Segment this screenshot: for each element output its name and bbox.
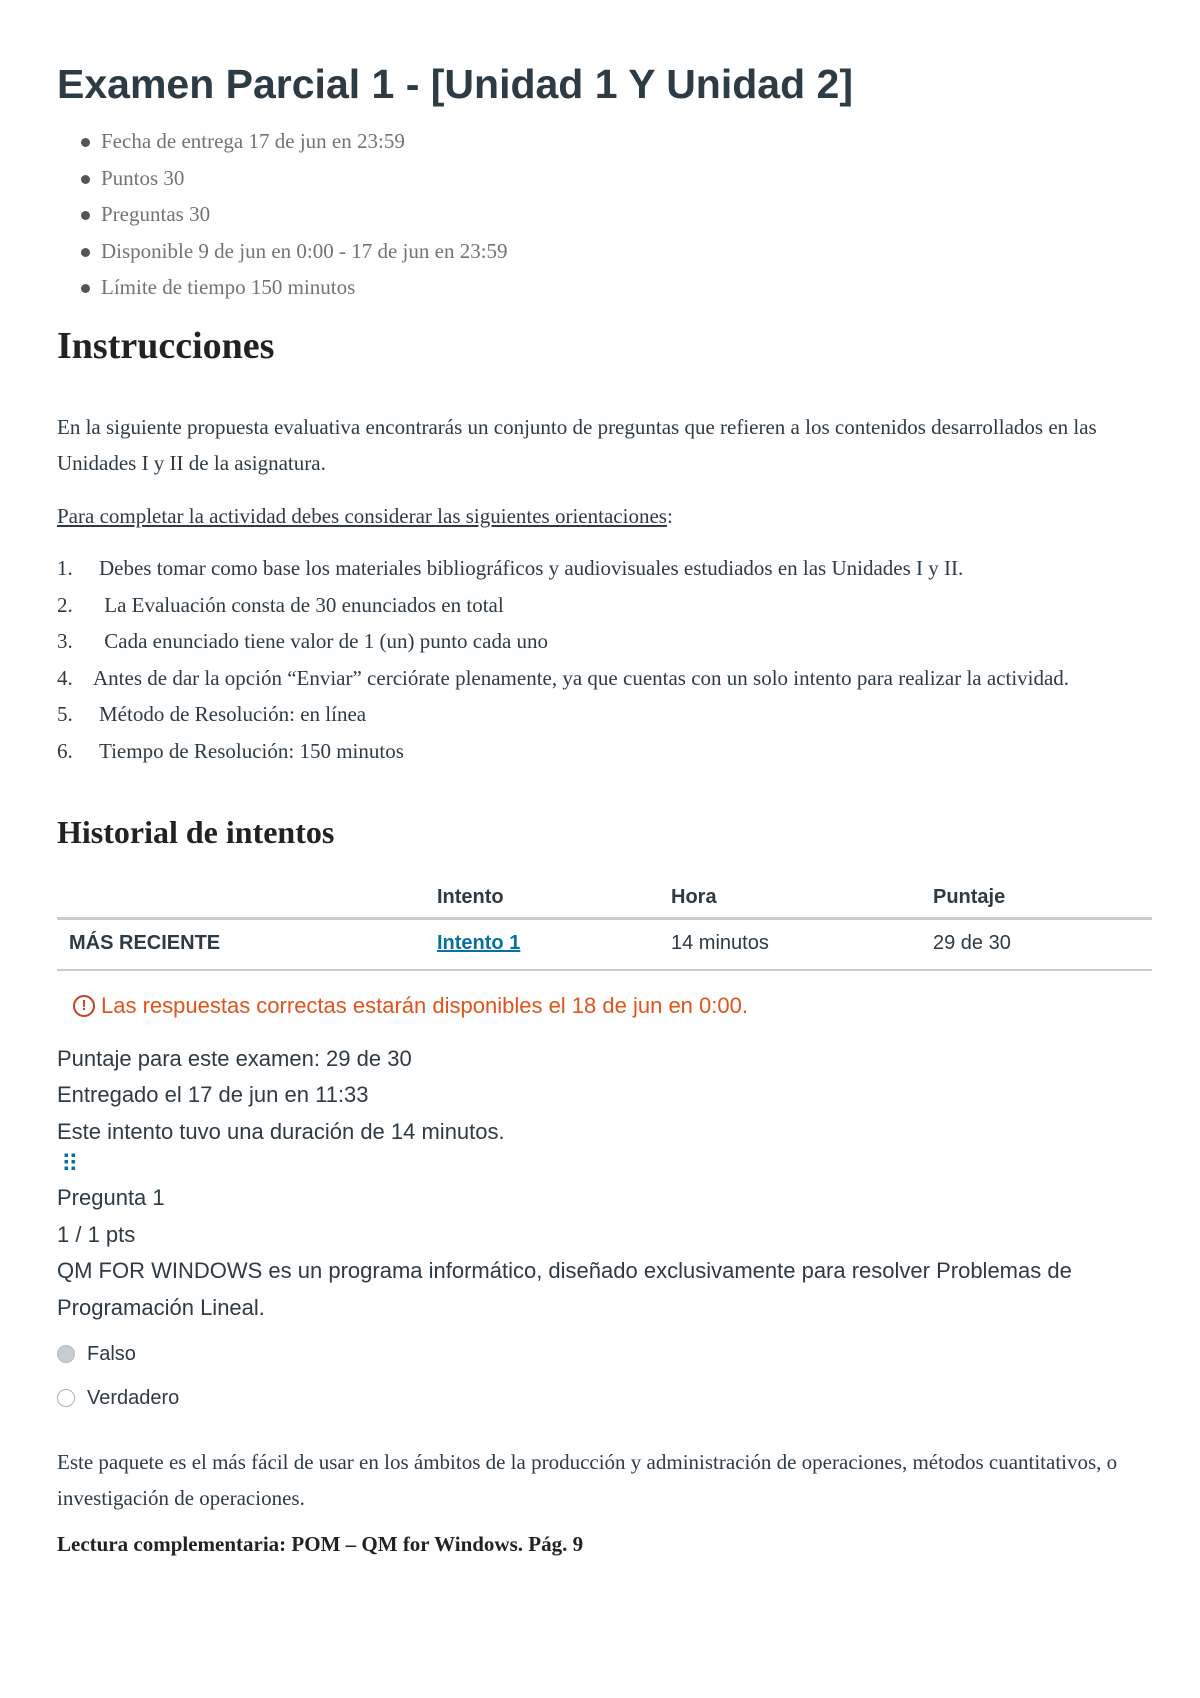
question-text: QM FOR WINDOWS es un programa informático, diseñado exclusivamente para resolver Problemas de Programación Lineal. [57, 1258, 1072, 1320]
attempt-duration: Este intento tuvo una duración de 14 minutos. [57, 1118, 505, 1144]
step-item: 3. Cada enunciado tiene valor de 1 (un) punto cada uno [57, 629, 549, 654]
quiz-page [57, 60, 1152, 1557]
orientation-colon: : [666, 504, 673, 529]
orientation-line [57, 498, 1152, 534]
question-label: Pregunta 1 [57, 1185, 165, 1211]
instructions-steps [57, 550, 1152, 769]
step-item: 4. Antes de dar la opción “Enviar” cerciórate plenamente, ya que cuentas con un solo intento para realizar la actividad. [57, 665, 1070, 690]
column-header [57, 876, 425, 919]
instructions-heading: Instrucciones [57, 324, 275, 367]
availability: Disponible 9 de jun en 0:00 - 17 de jun en 23:59 [81, 233, 1152, 270]
answer-option-falso[interactable] [57, 1338, 1152, 1370]
column-header: Puntaje [921, 876, 1152, 919]
drag-handle-icon[interactable]: ⠿ [61, 1151, 79, 1179]
step-item: 1. Debes tomar como base los materiales bibliográficos y audiovisuales estudiados en las Unidades I y II. [57, 556, 964, 581]
answer-explanation: Este paquete es el más fácil de usar en los ámbitos de la producción y administración de operaciones, métodos cuantitativos, o investigación de operaciones. [57, 1450, 1118, 1511]
step-item: 6. Tiempo de Resolución: 150 minutos [57, 738, 404, 763]
orientation-text: Para completar la actividad debes considerar las siguientes orientaciones [57, 504, 667, 529]
question-points: 1 / 1 pts [57, 1221, 136, 1247]
attempt-summary [57, 1041, 1152, 1151]
submitted-at: Entregado el 17 de jun en 11:33 [57, 1082, 369, 1108]
page-title: Examen Parcial 1 - [Unidad 1 Y Unidad 2] [57, 61, 853, 107]
quiz-details-list [57, 123, 1152, 306]
step-item: 2. La Evaluación consta de 30 enunciados en total [57, 592, 504, 617]
option-label: Falso [87, 1342, 136, 1365]
notice-text: Las respuestas correctas estarán disponibles el 18 de jun en 0:00. [101, 992, 748, 1018]
attempt-cell [425, 918, 659, 970]
column-header: Hora [659, 876, 921, 919]
question-count: Preguntas 30 [81, 196, 1152, 233]
answers-notice [73, 993, 1152, 1019]
step-item: 5. Método de Resolución: en línea [57, 702, 367, 727]
table-row [57, 918, 1152, 970]
attempt-link[interactable]: Intento 1 [437, 931, 521, 954]
points: Puntos 30 [81, 160, 1152, 197]
due-date: Fecha de entrega 17 de jun en 23:59 [81, 123, 1152, 160]
answer-option-verdadero[interactable] [57, 1382, 1152, 1414]
column-header: Intento [425, 876, 659, 919]
attempt-time: 14 minutos [659, 918, 921, 970]
radio-selected-icon[interactable] [57, 1345, 75, 1363]
instructions-intro: En la siguiente propuesta evaluativa encontrarás un conjunto de preguntas que refieren a los contenidos desarrollados en las Unidades I y II de la asignatura. [57, 415, 1097, 476]
table-header-row [57, 876, 1152, 919]
time-limit: Límite de tiempo 150 minutos [81, 269, 1152, 306]
attempts-table [57, 876, 1152, 971]
quiz-score: Puntaje para este examen: 29 de 30 [57, 1045, 412, 1071]
attempt-score: 29 de 30 [921, 918, 1152, 970]
option-label: Verdadero [87, 1386, 180, 1409]
radio-icon[interactable] [57, 1389, 75, 1407]
attempt-label: MÁS RECIENTE [57, 918, 425, 970]
question-block [57, 1180, 1152, 1326]
warning-icon: ! [73, 995, 95, 1017]
complementary-reading: Lectura complementaria: POM – QM for Windows. Pág. 9 [57, 1532, 584, 1557]
history-heading: Historial de intentos [57, 814, 335, 851]
